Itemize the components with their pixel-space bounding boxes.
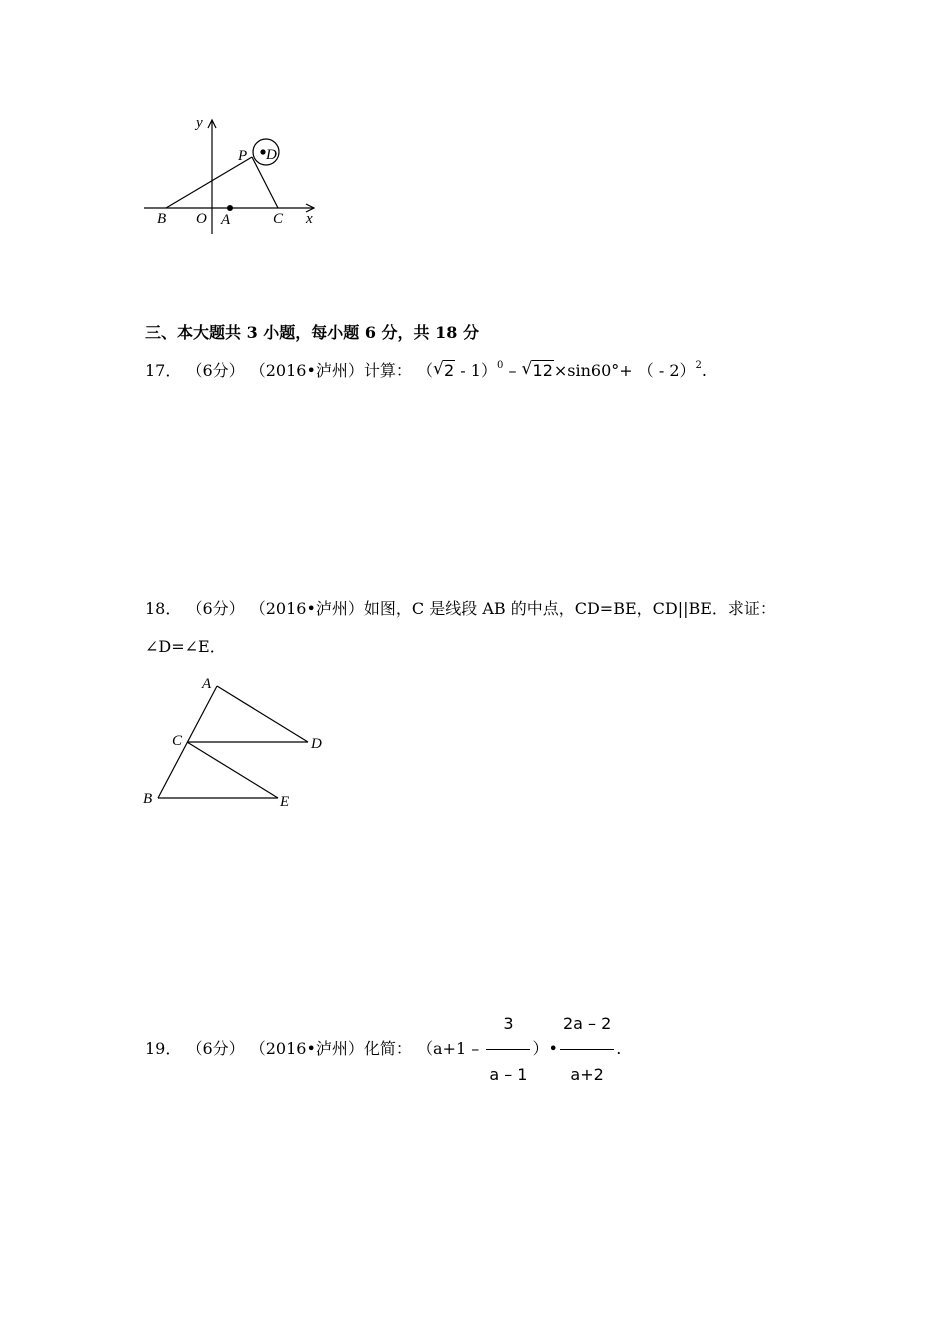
q19-source: （2016•泸州）化简：	[249, 1039, 412, 1058]
q17-number: 17．	[145, 361, 182, 380]
label-x: x	[306, 211, 313, 227]
q19-expression: （a+1 – $\frac{3}{a - 1}$ ）• $\frac{2a - 2}{a+2}$ .	[417, 1039, 621, 1058]
sqrt-12: √ 12	[521, 359, 553, 380]
q18-source: （2016•泸州）如图，C 是线段 AB 的中点，CD=BE，CD||BE．求证：	[249, 599, 776, 618]
segment-ad	[217, 686, 308, 742]
triangle-figure	[140, 672, 340, 812]
label-a: A	[221, 212, 231, 228]
label-y: y	[196, 115, 203, 131]
fraction-2a-minus-2-over-a-plus-2: $\frac{2a - 2}{a+2}$	[560, 1000, 614, 1099]
label-c: C	[273, 211, 284, 227]
q19-score: （6分）	[186, 1039, 245, 1058]
segment-ce	[187, 742, 278, 798]
coordinate-figure	[140, 110, 330, 235]
label-p: P	[238, 148, 248, 164]
q18-score: （6分）	[186, 599, 245, 618]
question-19	[145, 1000, 621, 1099]
label-d: D	[266, 147, 277, 163]
segment-bp	[166, 157, 252, 208]
q17-score: （6分）	[186, 361, 245, 380]
section-title: 三、本大题共 3 小题，每小题 6 分，共 18 分	[145, 323, 479, 342]
point-a	[227, 205, 233, 211]
q19-number: 19．	[145, 1039, 182, 1058]
question-18-line2: ∠D=∠E．	[145, 637, 226, 656]
label-a: A	[202, 676, 212, 692]
fraction-3-over-a-minus-1: $\frac{3}{a - 1}$	[486, 1000, 530, 1099]
label-c: C	[172, 733, 183, 749]
sqrt-2: √ 2	[433, 359, 455, 380]
q17-expression: （ √ 2 - 1）$^0$ – √ 12×sin60°+ （ - 2）$^2$.	[417, 359, 708, 380]
label-o: O	[196, 211, 207, 227]
label-e: E	[280, 794, 290, 810]
question-18	[145, 598, 776, 620]
label-b: B	[157, 211, 167, 227]
q17-source: （2016•泸州）计算：	[249, 361, 412, 380]
question-17	[145, 355, 707, 382]
q18-number: 18．	[145, 599, 182, 618]
label-d: D	[311, 736, 322, 752]
center-dot-d	[260, 149, 265, 154]
label-b: B	[143, 791, 153, 807]
